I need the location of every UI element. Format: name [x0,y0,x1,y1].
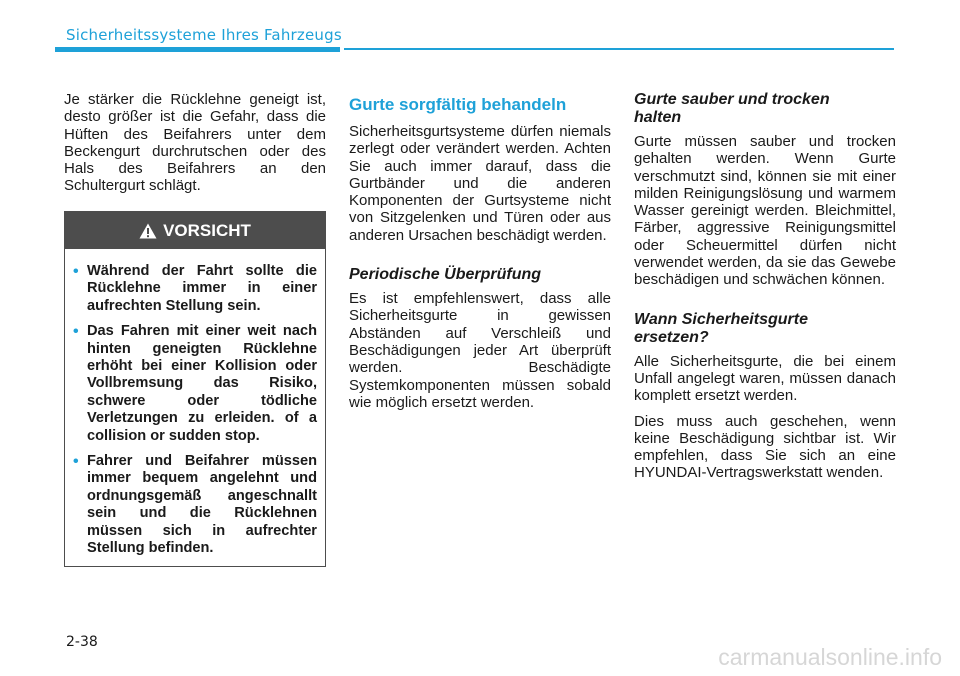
paragraph-periodische-ueberpruefung: Es ist empfehlenswert, dass alle Sicherheitsgurte in gewissen Abständen auf Verschleiß und Beschädigungen jeder Art überprüft werden. Beschädigte Systemkomponenten müssen sobald wie möglich ersetzt werden. [349,290,611,411]
heading-gurte-behandeln: Gurte sorgfältig behandeln [349,95,567,114]
header-accent-bar [55,47,340,52]
caution-header [65,212,325,249]
heading-periodische-ueberpruefung: Periodische Überprüfung [349,266,542,284]
column-right [634,91,896,482]
caution-item: • Fahrer und Beifahrer müssen immer bequem angelehnt und ordnungsgemäß angeschnallt sein und die Rücklehnen müssen sich in aufrechter Stellung befinden. [73,453,317,557]
section-title: Sicherheitssysteme Ihres Fahrzeugs [66,26,342,44]
intro-paragraph: Je stärker die Rücklehne geneigt ist, desto größer ist die Gefahr, dass die Hüften des Beifahrers unter dem Beckengurt durchrutschen oder des Hals des Beifahrers an den Schultergurt schlägt. [64,91,326,195]
paragraph-gurte-ersetzen-1: Alle Sicherheitsgurte, die bei einem Unfall angelegt waren, müssen danach komplett ersetzt werden. [634,352,896,405]
caution-item: • Das Fahren mit einer weit nach hinten geneigten Rücklehne erhöht bei einer Kollision oder Vollbremsung das Risiko, schwere oder tödliche Verletzungen zu erleiden. of a collision or sudden stop. [73,323,317,444]
bullet-icon: • [73,323,79,341]
warning-triangle-icon [139,223,157,239]
caution-item: • Während der Fahrt sollte die Rücklehne immer in einer aufrechten Stellung sein. [73,263,317,314]
page-number: 2-38 [66,634,98,650]
heading-gurte-ersetzen: Wann Sicherheitsgurte ersetzen? [634,310,808,346]
paragraph-gurte-behandeln: Sicherheitsgurtsysteme dürfen niemals zerlegt oder verändert werden. Achten Sie auch immer darauf, dass die Gurtbänder und die anderen Komponenten der Gurtsysteme nicht von Sitzgelenken und Türen oder aus anderen Ursachen beschädigt werden. [349,123,611,244]
bullet-icon: • [73,263,79,280]
column-middle [349,91,611,411]
caution-title: VORSICHT [163,220,251,240]
caution-list [65,249,325,558]
heading-sauber-trocken: Gurte sauber und trocken halten [634,91,830,126]
bullet-icon: • [73,453,79,471]
watermark: carmanualsonline.info [718,644,942,670]
header-divider-line [344,48,894,50]
paragraph-sauber-trocken: Gurte müssen sauber und trocken gehalten werden. Wenn Gurte verschmutzt sind, können sie mit einer milden Reinigungslösung und warmem Wasser gereinigt werden. Bleichmittel, Färber, aggressive Reinigungsmittel oder Scheuermittel dürfen nicht verwendet werden, da sie das Gewebe beschädigen und schwächen können. [634,133,896,289]
column-left [64,91,326,195]
caution-box [64,211,326,567]
paragraph-gurte-ersetzen-2: Dies muss auch geschehen, wenn keine Beschädigung sichtbar ist. Wir empfehlen, dass Sie sich an eine HYUNDAI-Vertragswerkstatt wenden. [634,412,896,482]
